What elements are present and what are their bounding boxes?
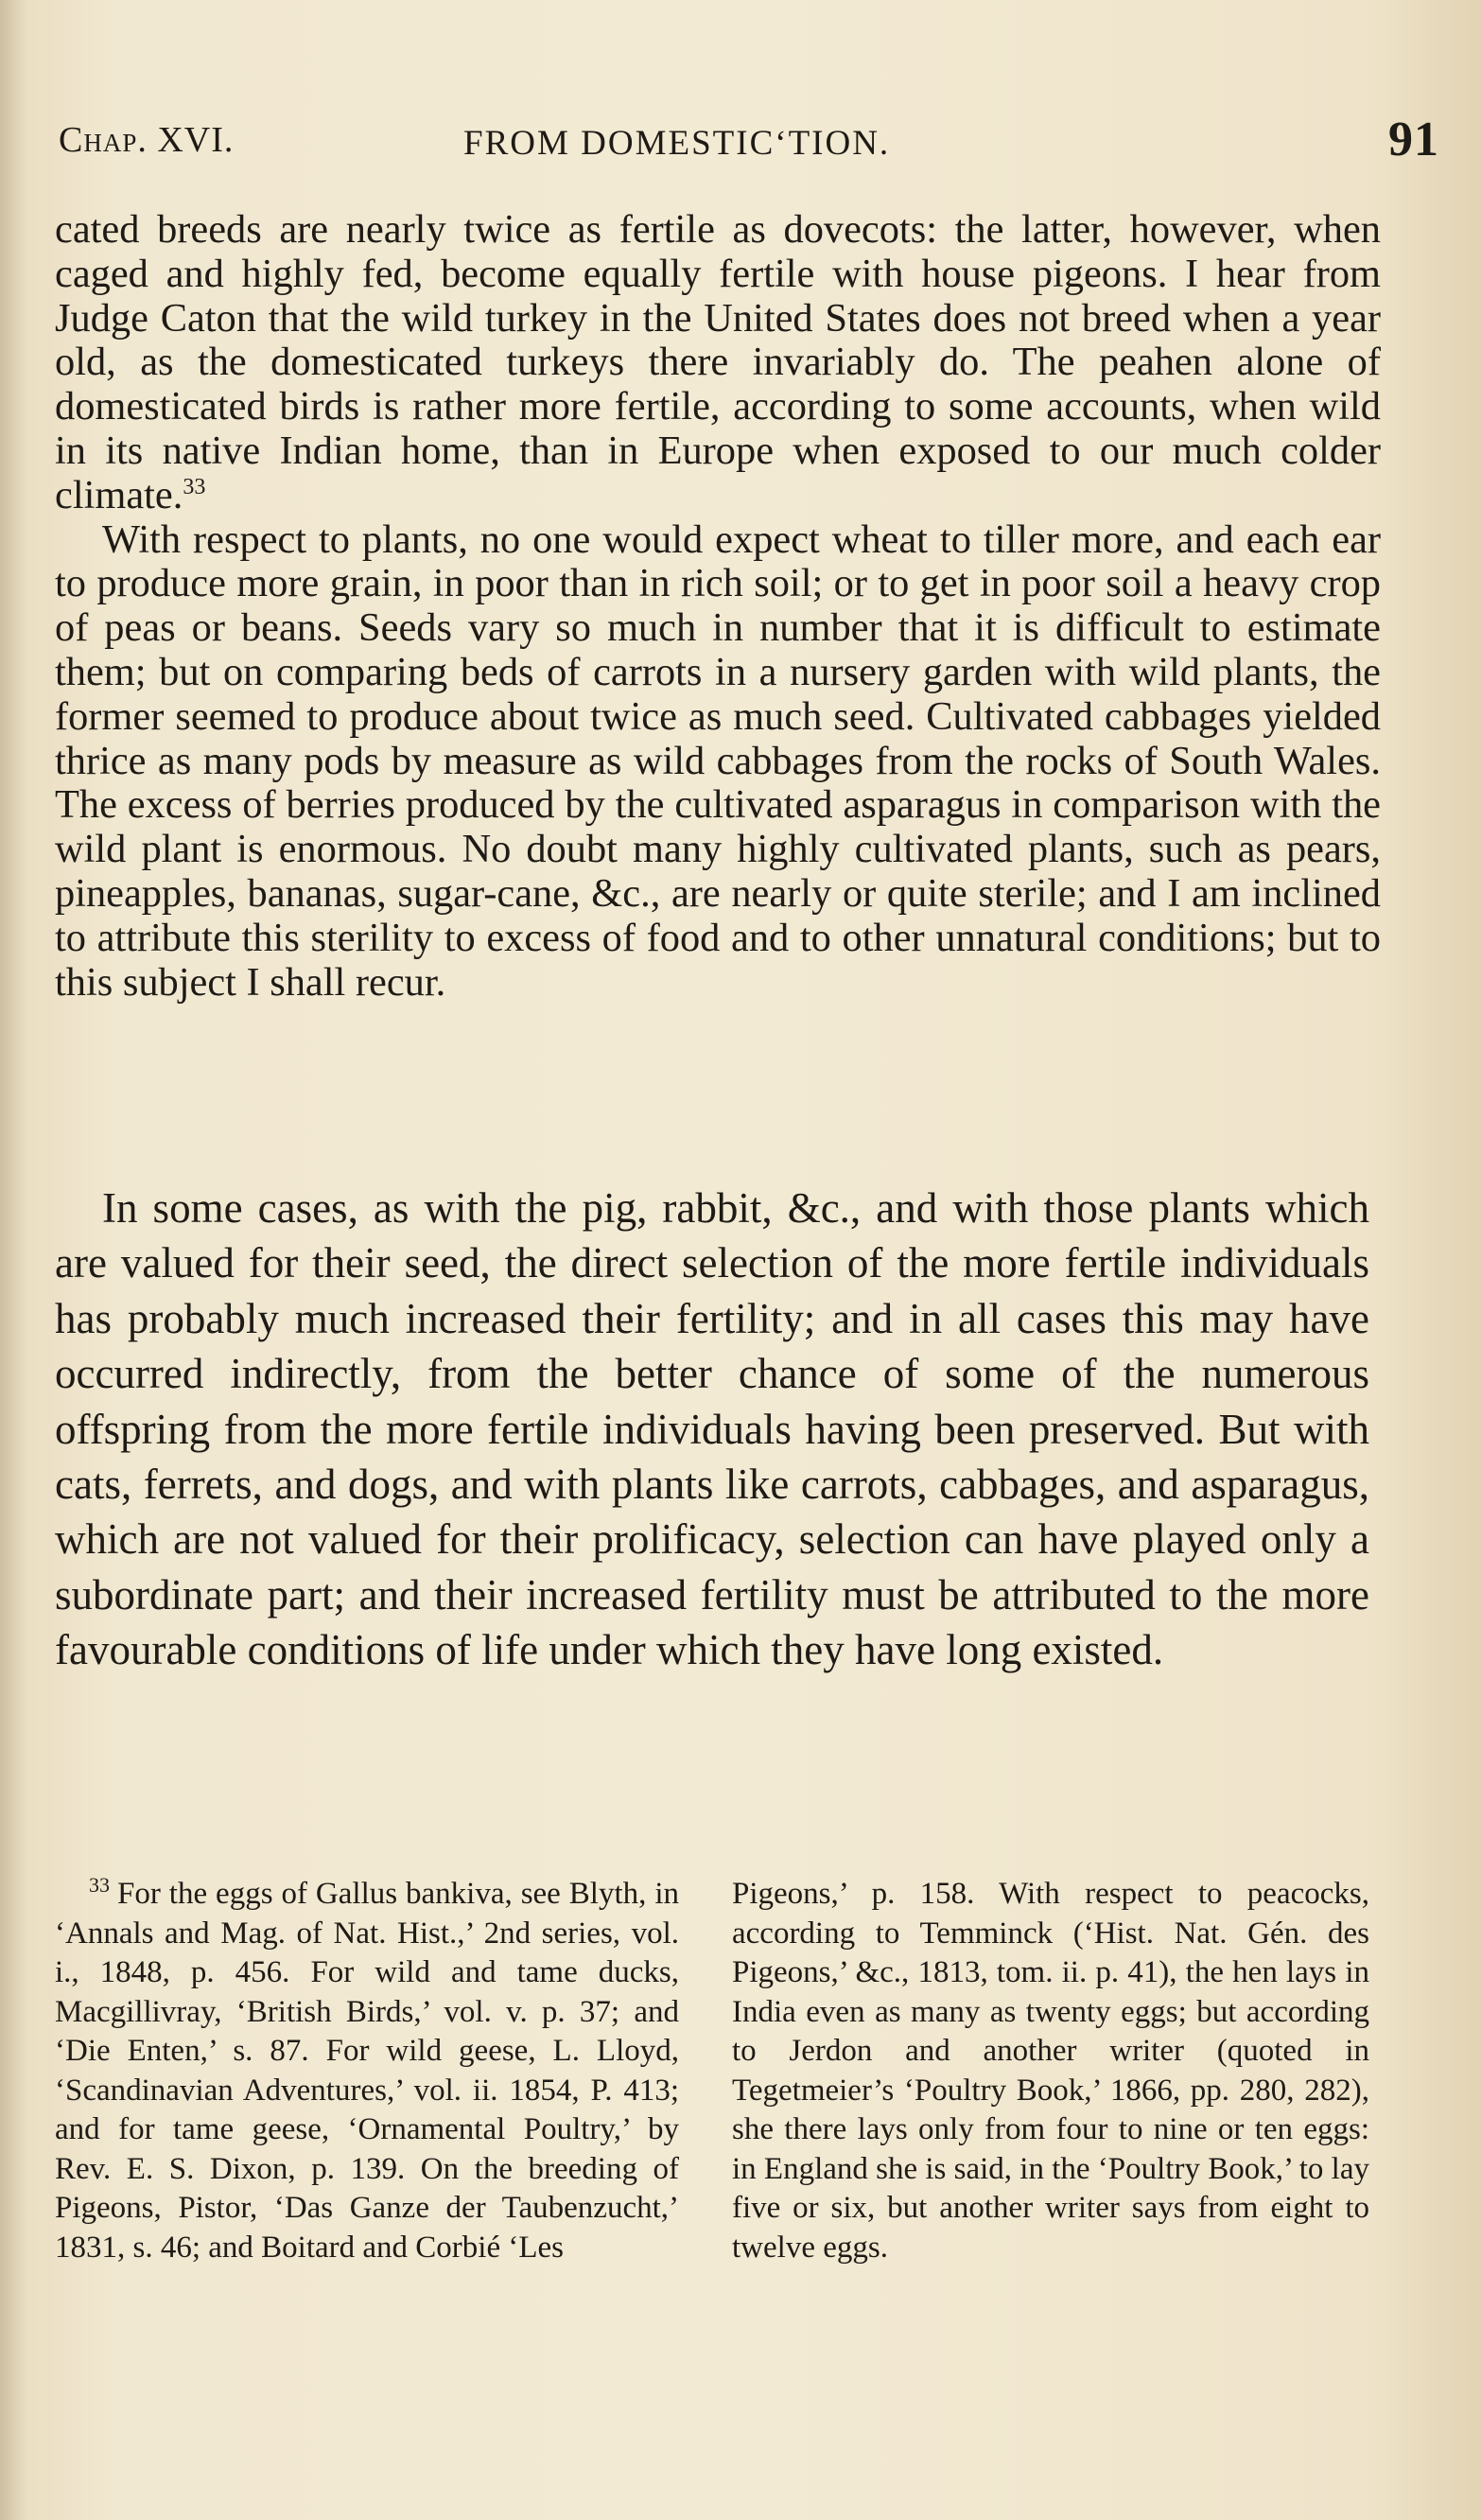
paragraph-1-text: cated breeds are nearly twice as fertile as dovecots: the latter, however, when caged and highly fed, become equally fertile with house pigeons. I hear from Judge Caton that the wild turkey in the United States does not breed when a year old, as the domesticated turkeys there invariably do. The peahen alone of domesticated birds is rather more fertile, according to some accounts, when wild in its native Indian home, than in Europe when exposed to our much colder climate.	[55, 207, 1381, 517]
chapter-label: Chap. XVI.	[59, 120, 235, 160]
footnote-right-text: Pigeons,’ p. 158. With respect to peacocks, according to Temminck (‘Hist. Nat. Gén. des Pigeons,’ &c., 1813, tom. ii. p. 41), the hen lays in India even as many as twenty eggs; but according to Jerdon and another writer (quoted in Tegetmeier’s ‘Poultry Book,’ 1866, pp. 280, 282), she there lays only from four to nine or ten eggs: in England she is said, in the ‘Poultry Book,’ to lay five or six, but another writer says from eight to twelve eggs.	[732, 1877, 1369, 2265]
footnote-reference: 33	[183, 474, 206, 499]
body-text	[55, 208, 1381, 1005]
page-number: 91	[1388, 113, 1439, 166]
footnote-left-text: For the eggs of Gallus bankiva, see Blyth, in ‘Annals and Mag. of Nat. Hist.,’ 2nd series, vol. i., 1848, p. 456. For wild and tame ducks, Macgillivray, ‘British Birds,’ vol. v. p. 37; and ‘Die Enten,’ s. 87. For wild geese, L. Lloyd, ‘Scandinavian Adventures,’ vol. ii. 1854, P. 413; and for tame geese, ‘Ornamental Poultry,’ by Rev. E. S. Dixon, p. 139. On the breeding of Pigeons, Pistor, ‘Das Ganze der Taubenzucht,’ 1831, s. 46; and Boitard and Corbié ‘Les	[55, 1877, 679, 2265]
paragraph-1	[55, 208, 1381, 518]
running-header	[59, 112, 1439, 168]
spine-shadow	[0, 0, 26, 2520]
footnote-right-column	[732, 1875, 1369, 2267]
footnotes	[55, 1875, 1369, 2405]
paragraph-2: With respect to plants, no one would expect wheat to tiller more, and each ear to produce more grain, in poor than in rich soil; or to get in poor soil a heavy crop of peas or beans. Seeds vary so much in number that it is difficult to estimate them; but on comparing beds of carrots in a nursery garden with wild plants, the former seemed to produce about twice as much seed. Cultivated cabbages yielded thrice as many pods by measure as wild cabbages from the rocks of South Wales. The excess of berries produced by the cultivated asparagus in comparison with the wild plant is enormous. No doubt many highly cultivated plants, such as pears, pineapples, bananas, sugar-cane, &c., are nearly or quite sterile; and I am inclined to attribute this sterility to excess of food and to other unnatural conditions; but to this subject I shall recur.	[55, 516, 1381, 1005]
footnote-mark: 33	[89, 1873, 110, 1897]
running-title: FROM DOMESTIC‘TION.	[463, 124, 891, 163]
footnote-left-column	[55, 1875, 679, 2267]
paragraph-3: In some cases, as with the pig, rabbit, &c., and with those plants which are valued for their seed, the direct selection of the more fertile individuals has probably much increased their fertility; and in all cases this may have occurred indirectly, from the better chance of some of the numerous offspring from the more fertile individuals having been preserved. But with cats, ferrets, and dogs, and with plants like carrots, cabbages, and asparagus, which are not valued for their prolificacy, selection can have played only a subordinate part; and their increased fertility must be attributed to the more favourable conditions of life under which they have long existed.	[55, 1184, 1369, 1674]
